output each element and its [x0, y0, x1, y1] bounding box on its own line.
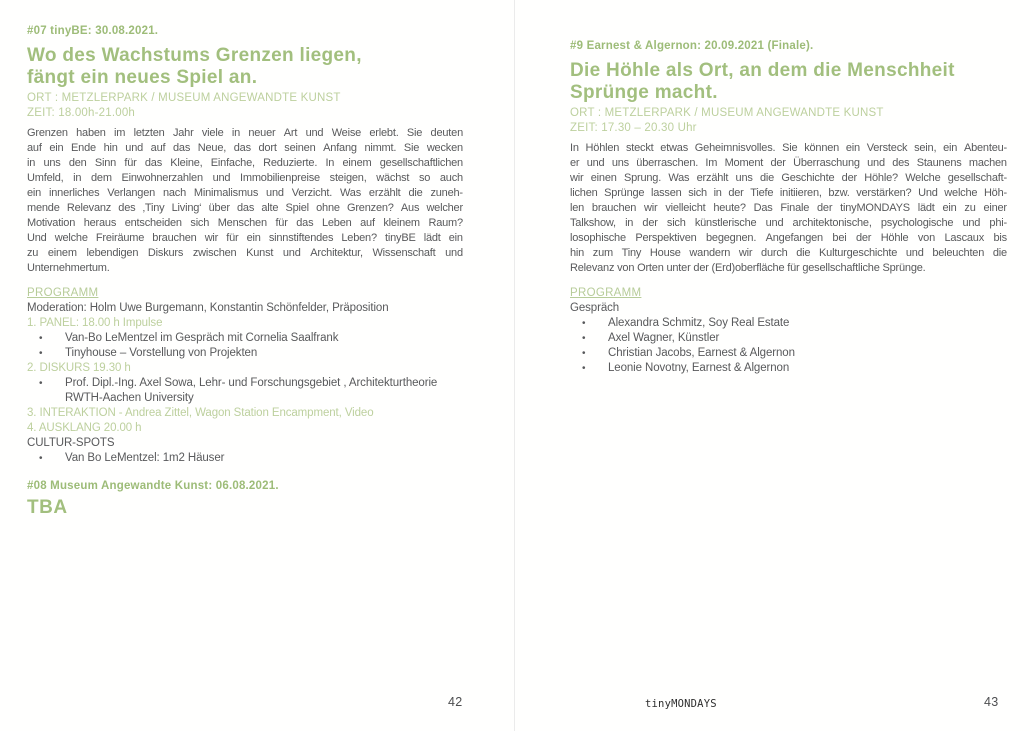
bullet-icon: • — [39, 348, 43, 359]
body-line: Grenzen haben im letzten Jahr viele in neuer Art und Weise erlebt. Sie deuten — [27, 127, 463, 139]
programme-item: 2. DISKURS 19.30 h — [27, 362, 131, 374]
bullet-icon: • — [39, 453, 43, 464]
body-line: lichen Sprünge lassen sich in der Tiefe initiieren, bzw. verstärken? Und welche Höh- — [570, 187, 1007, 199]
event-title-left-line2: fängt ein neues Spiel an. — [27, 67, 258, 88]
programme-item: 4. AUSKLANG 20.00 h — [27, 422, 142, 434]
programme-item: CULTUR-SPOTS — [27, 437, 115, 449]
bullet-icon: • — [582, 318, 586, 329]
programme-item — [570, 316, 1007, 331]
programme-item: RWTH-Aachen University — [65, 392, 194, 404]
programme-item — [27, 331, 463, 346]
page-number-right: 43 — [984, 695, 999, 709]
event-location-left: ORT : METZLERPARK / MUSEUM ANGEWANDTE KUNST — [27, 92, 341, 104]
body-line: Relevanz von Orten unter der (Erd)oberfläche für gesellschaftliche Sprünge. — [570, 262, 926, 274]
bullet-icon: • — [582, 348, 586, 359]
programme-item: Gespräch — [570, 302, 620, 314]
programme-item — [570, 346, 1007, 361]
event-title-right — [570, 60, 1007, 104]
programme-item-text: Prof. Dipl.-Ing. Axel Sowa, Lehr- und Forschungsgebiet , Architekturtheorie — [65, 377, 438, 389]
programme-item: 1. PANEL: 18.00 h Impulse — [27, 317, 163, 329]
programme-item-text: Axel Wagner, Künstler — [608, 332, 720, 344]
body-line: zu einem lebendigen Diskurs zwischen Kunst und Architektur, Wissenschaft und — [27, 247, 463, 259]
body-line: Und welche Freiräume brauchen wir für ein sinnstiftendes Leben? tinyBE lädt ein — [27, 232, 463, 244]
bullet-icon: • — [39, 378, 43, 389]
programme-item-text: Van-Bo LeMentzel im Gespräch mit Cornelia Saalfrank — [65, 332, 339, 344]
event-title-left-line1: Wo des Wachstums Grenzen liegen, — [27, 45, 362, 66]
body-line: len brauchen wir vielleicht heute? Das Finale der tinyMONDAYS lädt ein zu einer — [570, 202, 1007, 214]
programme-item-text: Van Bo LeMentzel: 1m2 Häuser — [65, 452, 225, 464]
event-title-right-line2: Sprünge macht. — [570, 82, 718, 103]
programme-item — [570, 361, 1007, 376]
event-kicker-left: #07 tinyBE: 30.08.2021. — [27, 25, 159, 37]
next-event-title: TBA — [27, 497, 68, 518]
body-line: In Höhlen steckt etwas Geheimnisvolles. Sie können ein Versteck sein, ein Abenteu- — [570, 142, 1007, 154]
programme-item-text: Alexandra Schmitz, Soy Real Estate — [608, 317, 790, 329]
body-line: ein innerliches Verlangen nach Minimalismus und Verzicht. Was erzählt die zuneh- — [27, 187, 463, 199]
body-line: auf ein Ende hin und auf das Neue, das dort seinen Anfang nimmt. Sie wecken — [27, 142, 463, 154]
next-event-kicker: #08 Museum Angewandte Kunst: 06.08.2021. — [27, 480, 279, 492]
programme-item — [27, 346, 463, 361]
programme-item: Moderation: Holm Uwe Burgemann, Konstantin Schönfelder, Präposition — [27, 302, 389, 314]
programme-item — [27, 376, 463, 391]
event-time-left: ZEIT: 18.00h-21.00h — [27, 106, 136, 119]
body-line: er und uns überraschen. Im Moment der Überraschung und des Staunens machen — [570, 157, 1007, 169]
programme-item-text: Tinyhouse – Vorstellung von Projekten — [65, 347, 258, 359]
body-line: Umfeld, in dem Einwohnerzahlen und Immobilienpreise steigen, wächst so auch — [27, 172, 463, 184]
programme-list-left — [27, 301, 463, 466]
programme-item-text: Christian Jacobs, Earnest & Algernon — [608, 347, 795, 359]
page-number-left: 42 — [448, 695, 463, 709]
event-kicker-right: #9 Earnest & Algernon: 20.09.2021 (Finale). — [570, 40, 814, 52]
programme-item — [27, 451, 463, 466]
event-time-right: ZEIT: 17.30 – 20.30 Uhr — [570, 121, 697, 134]
event-title-left — [27, 45, 463, 89]
event-location-right: ORT : METZLERPARK / MUSEUM ANGEWANDTE KUNST — [570, 107, 884, 119]
page-left — [27, 0, 463, 519]
footer-watermark: tinyMONDAYS — [645, 698, 717, 710]
body-line: Talkshow, in der sich künstlerische und architektonische, psychologische und phi- — [570, 217, 1007, 229]
programme-item — [570, 331, 1007, 346]
programme-heading-left: PROGRAMM — [27, 287, 99, 299]
programme-heading-right: PROGRAMM — [570, 287, 642, 299]
event-title-right-line1: Die Höhle als Ort, an dem die Menschheit — [570, 60, 955, 81]
page-right — [570, 0, 1007, 376]
event-description-right — [570, 141, 1007, 276]
body-line: in uns den Sinn für das Kleine, Einfache, Reduzierte. In einem gesellschaftlichen — [27, 157, 463, 169]
bullet-icon: • — [582, 363, 586, 374]
body-line: hin zum Tiny House wandern wir durch die Kulturgeschichte und beleuchten die — [570, 247, 1007, 259]
programme-item: 3. INTERAKTION - Andrea Zittel, Wagon Station Encampment, Video — [27, 407, 374, 419]
body-line: Unternehmertum. — [27, 262, 110, 274]
bullet-icon: • — [39, 333, 43, 344]
body-line: losophische Perspektiven begegnen. Angefangen bei der Höhle von Lascaux bis — [570, 232, 1007, 244]
bullet-icon: • — [582, 333, 586, 344]
programme-list-right — [570, 301, 1007, 376]
page-divider — [514, 0, 515, 731]
body-line: Motivation heraus entscheiden sich Menschen für das Leben auf kleinem Raum? — [27, 217, 463, 229]
body-line: wir einen Sprung. Was erzählt uns die Geschichte der Höhle? Welche gesellschaft- — [570, 172, 1007, 184]
body-line: mende Relevanz des ‚Tiny Living‘ über das alte Spiel ohne Grenzen? Aus welcher — [27, 202, 463, 214]
event-description-left — [27, 126, 463, 276]
programme-item-text: Leonie Novotny, Earnest & Algernon — [608, 362, 790, 374]
